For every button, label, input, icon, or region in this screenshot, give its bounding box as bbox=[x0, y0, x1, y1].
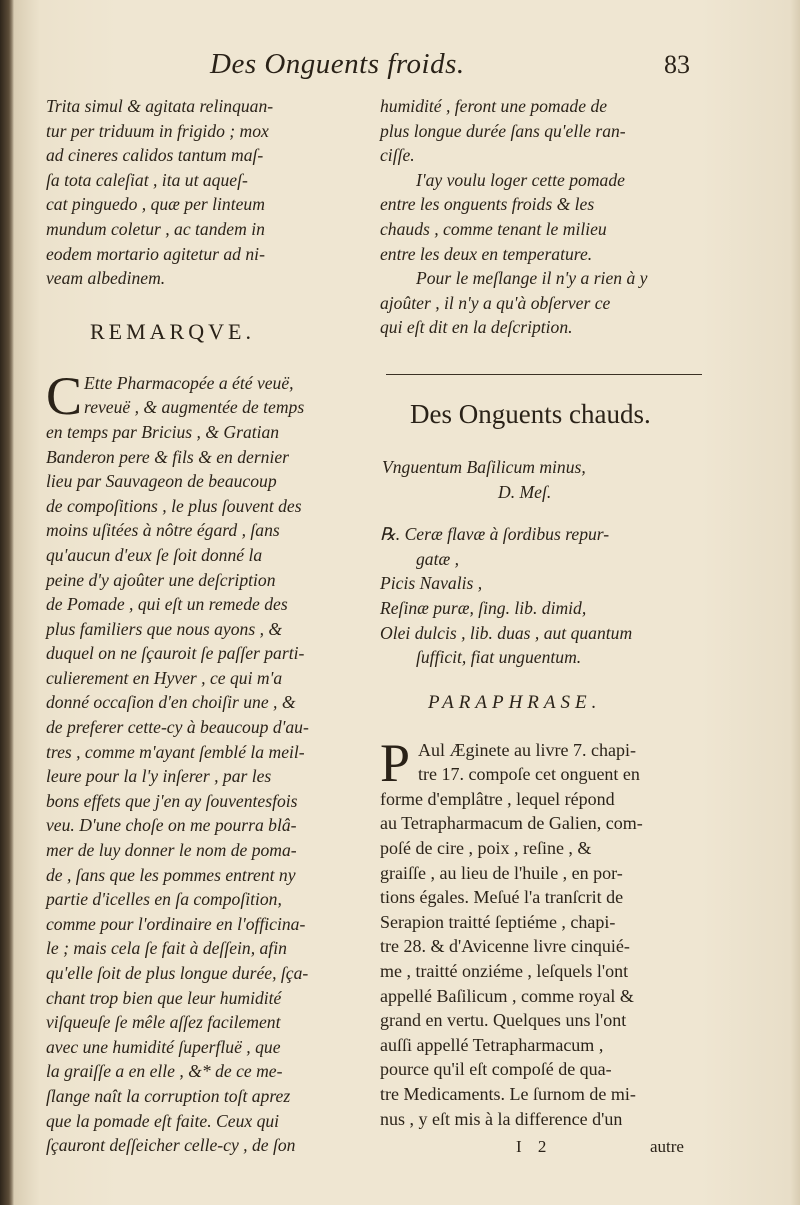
drop-cap: C bbox=[46, 365, 83, 426]
text-line: le ; mais cela ſe fait à deſſein, afin bbox=[46, 938, 287, 959]
signature-mark: I 2 bbox=[516, 1137, 553, 1156]
text-line: poſé de cire , poix , reſine , & bbox=[380, 838, 592, 859]
text-line: ad cineres calidos tantum maſ- bbox=[46, 145, 264, 166]
running-title: Des Onguents froids. bbox=[210, 48, 465, 80]
left-column bbox=[46, 94, 356, 1158]
text-line: eodem mortario agitetur ad ni- bbox=[46, 243, 265, 264]
section-title: Des Onguents chauds. bbox=[410, 398, 651, 429]
text-line: chauds , comme tenant le milieu bbox=[380, 218, 607, 239]
ingredient-line: Picis Navalis , bbox=[380, 573, 483, 594]
text-line: leure pour la l'y inſerer , par les bbox=[46, 766, 272, 787]
text-line: forme d'emplâtre , lequel répond bbox=[380, 788, 615, 809]
text-line: Pour le meſlange il n'y a rien à y bbox=[416, 268, 648, 289]
text-line: culierement en Hyver , ce qui m'a bbox=[46, 667, 283, 688]
text-line: mundum coletur , ac tandem in bbox=[46, 218, 265, 239]
text-line: peine d'y ajoûter une deſcription bbox=[46, 569, 276, 590]
text-line: Serapion traitté ſeptiéme , chapi- bbox=[380, 911, 616, 932]
ingredient-line: ſufficit, fiat unguentum. bbox=[416, 647, 582, 668]
text-line: graiſſe , au lieu de l'huile , en por- bbox=[380, 862, 623, 883]
remarque-paragraph bbox=[46, 365, 356, 1158]
text-line: I'ay voulu loger cette pomade bbox=[416, 169, 625, 190]
ingredient-line: Olei dulcis , lib. duas , aut quantum bbox=[380, 622, 633, 643]
text-line: de , ſans que les pommes entrent ny bbox=[46, 864, 296, 885]
text-line: qui eſt dit en la deſcription. bbox=[380, 317, 573, 338]
running-head bbox=[0, 48, 800, 92]
text-line: ſa tota caleſiat , ita ut aqueſ- bbox=[46, 169, 248, 190]
ingredient-line: Reſinæ puræ, ſing. lib. dimid, bbox=[380, 597, 587, 618]
text-line: duquel on ne ſçauroit ſe paſſer parti- bbox=[46, 643, 305, 664]
text-line: pource qu'il eſt compoſé de qua- bbox=[380, 1059, 612, 1080]
text-line: de Pomade , qui eſt un remede des bbox=[46, 594, 288, 615]
text-line: appellé Baſilicum , comme royal & bbox=[380, 985, 634, 1006]
text-line: nus , y eſt mis à la difference d'un bbox=[380, 1108, 623, 1129]
page-number: 83 bbox=[664, 50, 690, 79]
recipe-ingredients bbox=[380, 522, 706, 670]
text-line: veam albedinem. bbox=[46, 268, 166, 289]
text-line: qu'aucun d'eux ſe ſoit donné la bbox=[46, 544, 263, 565]
right-column bbox=[380, 94, 706, 1131]
text-line: comme pour l'ordinaire en l'officina- bbox=[46, 913, 306, 934]
text-line: Trita simul & agitata relinquan- bbox=[46, 96, 274, 116]
text-line: tur per triduum in frigido ; mox bbox=[46, 120, 269, 141]
paraphrase-paragraph bbox=[380, 732, 706, 1132]
text-line: mer de luy donner le nom de poma- bbox=[46, 840, 297, 861]
text-line: Ette Pharmacopée a été veuë, bbox=[84, 372, 294, 393]
text-line: veu. D'une choſe on me pourra blâ- bbox=[46, 815, 297, 836]
catchword: autre bbox=[650, 1137, 684, 1156]
text-line: au Tetrapharmacum de Galien, com- bbox=[380, 813, 643, 834]
text-line: partie d'icelles en ſa compoſition, bbox=[46, 889, 282, 910]
text-line: auſſi appellé Tetrapharmacum , bbox=[380, 1034, 604, 1055]
text-line: en temps par Bricius , & Gratian bbox=[46, 421, 280, 442]
text-line: la graiſſe a en elle , &* de ce me- bbox=[46, 1061, 283, 1082]
text-line: ſlange naît la corruption toſt aprez bbox=[46, 1085, 291, 1106]
text-line: avec une humidité ſuperfluë , que bbox=[46, 1036, 281, 1057]
text-line: lieu par Sauvageon de beaucoup bbox=[46, 471, 277, 492]
text-line: plus longue durée ſans qu'elle ran- bbox=[380, 120, 626, 141]
text-line: cat pinguedo , quæ per linteum bbox=[46, 194, 265, 215]
text-line: humidité , feront une pomade de bbox=[380, 96, 608, 116]
text-line: viſqueuſe ſe mêle aſſez facilement bbox=[46, 1012, 281, 1033]
text-line: ſçauront deſſeicher celle-cy , de ſon bbox=[46, 1135, 296, 1156]
text-line: donné occaſion d'en choiſir une , & bbox=[46, 692, 296, 713]
paraphrase-heading: PARAPHRASE. bbox=[428, 691, 602, 713]
text-line: moins uſitées à nôtre égard , ſans bbox=[46, 520, 280, 541]
text-line: chant trop bien que leur humidité bbox=[46, 987, 282, 1008]
ingredient-line: gatæ , bbox=[416, 548, 460, 569]
section-divider bbox=[386, 374, 702, 375]
paragraph bbox=[380, 168, 706, 266]
text-line: entre les onguents froids & les bbox=[380, 194, 595, 215]
ingredient-line: ℞. Ceræ flavæ à ſordibus repur- bbox=[380, 524, 610, 545]
text-line: tions égales. Meſué l'a tranſcrit de bbox=[380, 887, 624, 908]
recipe-title: Vnguentum Baſilicum minus, bbox=[382, 456, 586, 477]
text-line: tre 28. & d'Avicenne livre cinquié- bbox=[380, 936, 630, 957]
paragraph bbox=[380, 266, 706, 340]
text-line: tre Medicaments. Le ſurnom de mi- bbox=[380, 1084, 636, 1104]
text-line: Aul Æginete au livre 7. chapi- bbox=[418, 739, 636, 760]
binding-gutter bbox=[0, 0, 14, 1205]
text-line: que la pomade eſt faite. Ceux qui bbox=[46, 1110, 280, 1131]
continued-paragraph bbox=[380, 94, 706, 168]
text-line: Banderon pere & fils & en dernier bbox=[46, 446, 290, 467]
text-line: reveuë , & augmentée de temps bbox=[84, 397, 305, 418]
recipe-heading bbox=[380, 455, 706, 504]
drop-cap: P bbox=[380, 732, 411, 793]
text-line: plus familiers que nous ayons , & bbox=[46, 618, 283, 639]
text-line: grand en vertu. Quelques uns l'ont bbox=[380, 1010, 627, 1031]
remarque-heading: REMARQVE. bbox=[90, 318, 255, 344]
text-line: entre les deux en temperature. bbox=[380, 243, 593, 264]
text-line: bons effets que j'en ay ſouventesfois bbox=[46, 790, 298, 811]
text-line: ciſſe. bbox=[380, 145, 415, 166]
text-line: ajoûter , il n'y a qu'à obſerver ce bbox=[380, 292, 611, 313]
text-line: tre 17. compoſe cet onguent en bbox=[418, 764, 640, 785]
recipe-author: D. Meſ. bbox=[498, 481, 552, 502]
text-line: tres , comme m'ayant ſemblé la meil- bbox=[46, 741, 305, 762]
text-line: de compoſitions , le plus ſouvent des bbox=[46, 495, 302, 516]
text-line: de preferer cette-cy à beaucoup d'au- bbox=[46, 717, 309, 738]
text-line: qu'elle ſoit de plus longue durée, ſça- bbox=[46, 963, 309, 983]
text-line: me , traitté onziéme , leſquels l'ont bbox=[380, 961, 629, 982]
latin-text-block bbox=[46, 94, 356, 291]
